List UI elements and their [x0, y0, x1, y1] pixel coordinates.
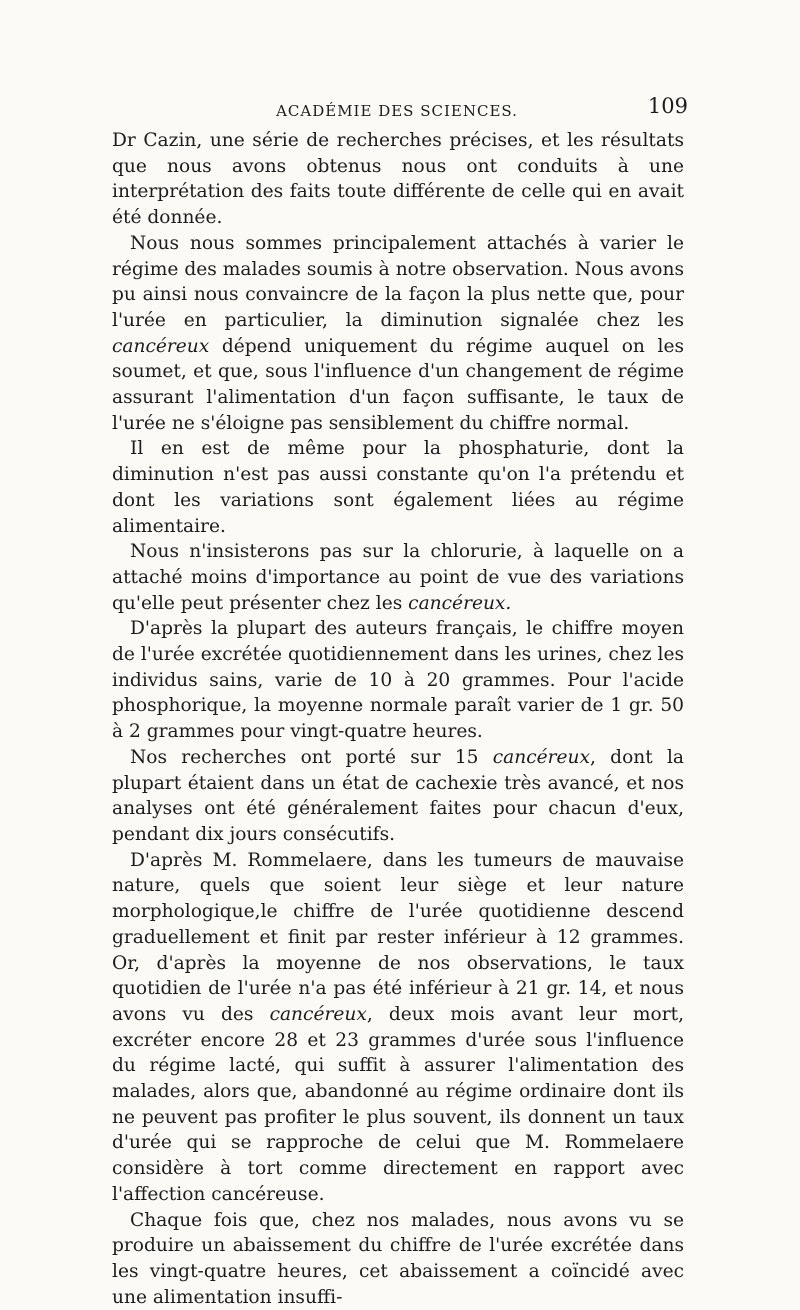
italic-term: cancéreux	[112, 335, 210, 357]
text-run: D'après la plupart des auteurs français, le chiffre moyen de l'urée excrétée quotidiennement dans les urines, chez les individus sains, varie de 10 à 20 grammes. Pour l'acide phosphorique, la moyenne normale paraît varier de 1 gr. 50 à 2 grammes pour vingt-quatre heures.	[112, 618, 684, 743]
text-run: dépend uniquement du régime auquel on les soumet, et que, sous l'influence d'un changement de régime assurant l'alimentation d'un façon suffisante, le taux de l'urée ne s'éloigne pas sensiblement du chiffre normal.	[112, 335, 684, 434]
text-run: , deux mois avant leur mort, excréter encore 28 et 23 grammes d'urée sous l'influence du régime lacté, qui suffit à assurer l'alimentation des malades, alors que, abandonné au régime ordinaire dont ils ne peuvent pas profiter le plus souvent, ils donnent un taux d'urée qui se rapproche de celui que M. Rommelaere considère à tort comme directement en rapport avec l'affection cancéreuse.	[112, 1003, 684, 1205]
italic-term: cancéreux	[269, 1003, 367, 1025]
body-text	[112, 128, 684, 1310]
running-title: ACADÉMIE DES SCIENCES.	[276, 102, 518, 120]
text-run: Nos recherches ont porté sur 15	[130, 746, 493, 768]
running-head	[112, 90, 688, 130]
text-run: Chaque fois que, chez nos malades, nous avons vu se produire un abaissement du chiffre de l'urée excrétée dans les vingt-quatre heures, cet abaissement a coïncidé avec une alimentation insuffi-	[112, 1209, 684, 1308]
text-run: Nous n'insisterons pas sur la chlorurie, à laquelle on a attaché moins d'importance au point de vue des variations qu'elle peut présenter chez les	[112, 541, 684, 614]
paragraph	[112, 848, 684, 1208]
text-run: Nous nous sommes principalement attachés à varier le régime des malades soumis à notre observation. Nous avons pu ainsi nous convaincre de la façon la plus nette que, pour l'urée en particulier, la diminution signalée chez les	[112, 232, 684, 331]
text-run: , dont la plupart étaient dans un état de cachexie très avancé, et nos analyses ont été généralement faites pour chacun d'eux, pendant dix jours consécutifs.	[112, 746, 684, 845]
paragraph	[112, 1208, 684, 1310]
text-run: Dr Cazin, une série de recherches précises, et les résultats que nous avons obtenus nous ont conduits à une interprétation des faits toute différente de celle qui en avait été donnée.	[112, 130, 684, 229]
paragraph	[112, 231, 684, 437]
italic-term: cancéreux.	[408, 592, 512, 614]
text-run: D'après M. Rommelaere, dans les tumeurs de mauvaise nature, quels que soient leur siège et leur nature morphologique,le chiffre de l'urée quotidienne descend graduellement et finit par rester inférieur à 12 grammes. Or, d'après la moyenne de nos observations, le taux quotidien de l'urée n'a pas été inférieur à 21 gr. 14, et nous avons vu des	[112, 849, 684, 1025]
paragraph	[112, 745, 684, 848]
italic-term: cancéreux	[492, 746, 591, 768]
paragraph	[112, 616, 684, 745]
page-number: 109	[647, 94, 688, 118]
text-run: Il en est de même pour la phosphaturie, dont la diminution n'est pas aussi constante qu'on l'a prétendu et dont les variations sont également liées au régime alimentaire.	[112, 438, 684, 537]
paragraph	[112, 128, 684, 231]
paragraph	[112, 436, 684, 539]
paragraph	[112, 539, 684, 616]
